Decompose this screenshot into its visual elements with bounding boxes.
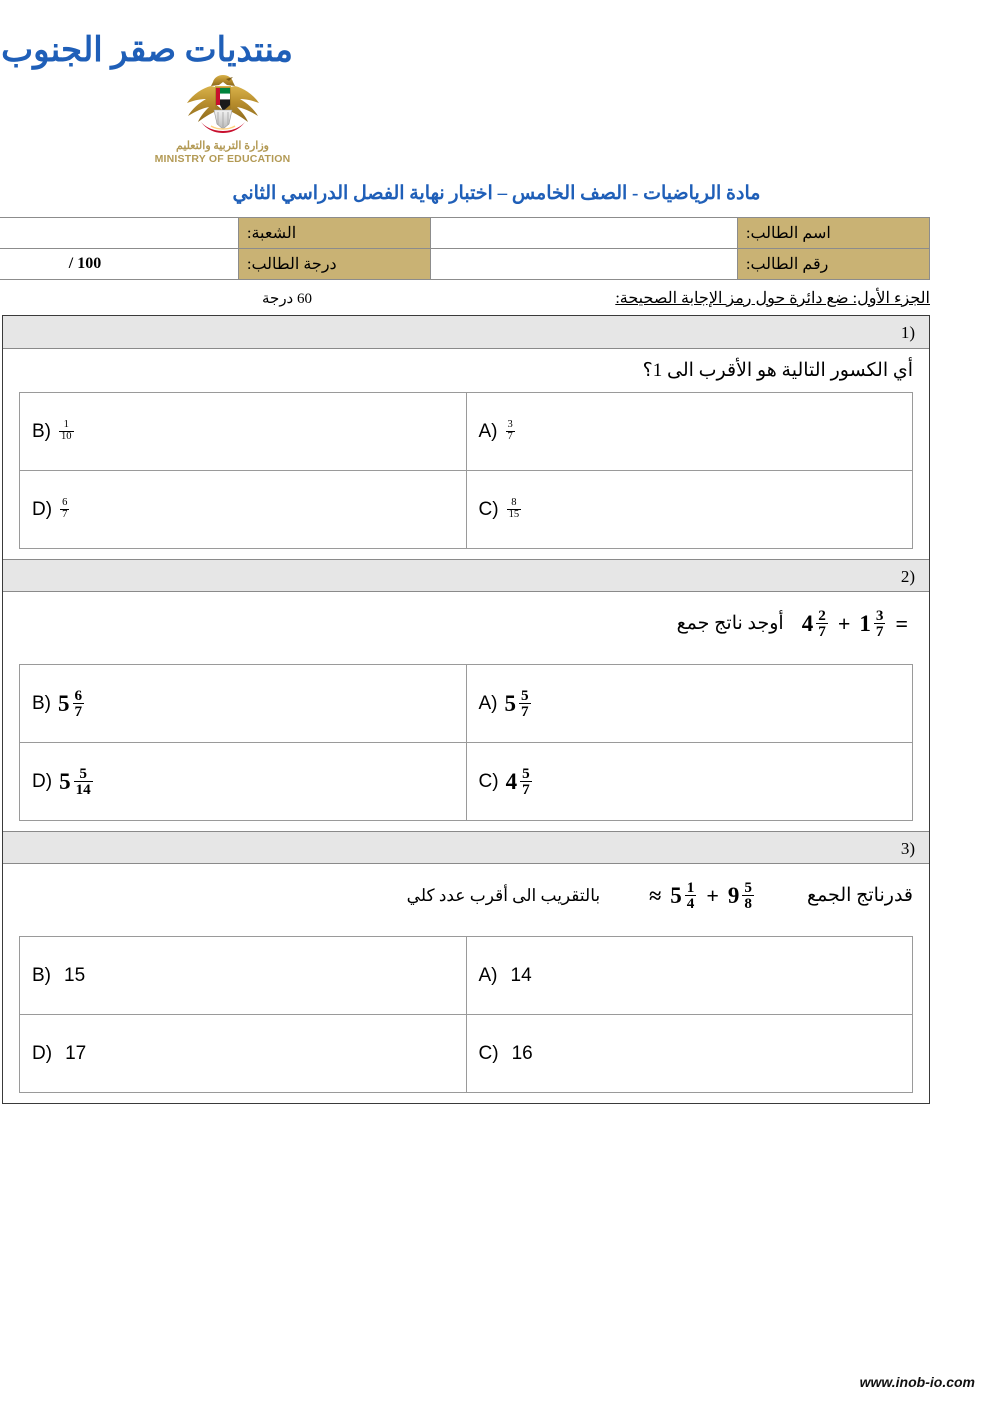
option-mixed-number: 5 $\frac{6}{7}$	[58, 686, 83, 720]
option-value: 17	[65, 1042, 87, 1064]
table-row	[20, 743, 913, 821]
question-2-options	[19, 664, 913, 821]
questions-container	[2, 315, 930, 1104]
question-3-lead-text: قدرناتج الجمع	[806, 885, 913, 907]
option-letter: D)	[32, 1042, 53, 1064]
student-number-field[interactable]	[431, 249, 738, 280]
question-2-expression: 4 $\frac{2}{7}$ + 1 $\frac{3}{7}$ =	[801, 607, 908, 641]
option-3-c[interactable]	[466, 1015, 913, 1093]
option-letter: B)	[32, 692, 51, 714]
option-3-a[interactable]	[466, 937, 913, 1015]
table-row	[20, 1015, 913, 1093]
option-letter: C)	[478, 498, 499, 520]
question-2-prompt	[3, 592, 929, 660]
option-letter: C)	[478, 1042, 499, 1064]
ministry-name-en: MINISTRY OF EDUCATION	[154, 153, 291, 165]
question-2-lead-text: أوجد ناتج جمع	[676, 613, 784, 635]
question-1-number: (1	[3, 316, 929, 349]
option-1-d[interactable]	[20, 471, 467, 549]
question-1-options	[19, 392, 913, 549]
option-2-c[interactable]	[466, 743, 913, 821]
question-3-options	[19, 936, 913, 1093]
question-3-number: (3	[3, 831, 929, 864]
option-2-a[interactable]	[466, 665, 913, 743]
footer-website-url: www.inob-io.com	[859, 1374, 975, 1390]
option-fraction: $\frac{1}{10}$	[61, 419, 72, 442]
table-row	[20, 393, 913, 471]
option-2-b[interactable]	[20, 665, 467, 743]
part-one-marks: 60 درجة	[262, 291, 312, 307]
student-number-label: رقم الطالب:	[738, 249, 930, 280]
question-3-expression: ≈ 5 $\frac{1}{4}$ + 9 $\frac{5}{8}$	[649, 879, 752, 913]
option-fraction: $\frac{6}{7}$	[62, 497, 68, 520]
section-label: الشعبة:	[239, 218, 431, 249]
option-letter: B)	[32, 964, 51, 986]
option-letter: A)	[478, 692, 498, 714]
option-letter: C)	[478, 770, 499, 792]
table-row	[0, 249, 930, 280]
site-watermark: منتديات صقر الجنوب	[1, 32, 293, 69]
ministry-logo-block	[150, 72, 295, 165]
question-3	[3, 831, 929, 1093]
option-2-d[interactable]	[20, 743, 467, 821]
part-one-instruction: الجزء الأول: ضع دائرة حول رمز الإجابة الصحيحة:	[615, 290, 930, 307]
table-row	[20, 471, 913, 549]
part-one-header	[2, 288, 930, 308]
question-1	[3, 316, 929, 549]
option-1-b[interactable]	[20, 393, 467, 471]
question-3-note-text: بالتقريب الى أقرب عدد كلي	[406, 885, 601, 905]
ministry-name-ar: وزارة التربية والتعليم	[176, 140, 269, 152]
option-mixed-number: 5 $\frac{5}{7}$	[504, 686, 529, 720]
student-name-field[interactable]	[431, 218, 738, 249]
option-mixed-number: 5 $\frac{5}{14}$	[59, 764, 91, 798]
option-value: 14	[510, 964, 532, 986]
student-name-label: اسم الطالب:	[738, 218, 930, 249]
question-3-prompt	[3, 864, 929, 932]
table-row	[20, 665, 913, 743]
uae-falcon-emblem-icon	[181, 72, 265, 138]
option-3-b[interactable]	[20, 937, 467, 1015]
table-row	[0, 218, 930, 249]
option-fraction: $\frac{8}{15}$	[508, 497, 520, 520]
option-letter: B)	[32, 420, 51, 442]
option-letter: A)	[478, 964, 498, 986]
student-grade-label: درجة الطالب:	[239, 249, 431, 280]
option-value: 15	[64, 964, 86, 986]
question-1-prompt: أي الكسور التالية هو الأقرب الى 1؟	[642, 360, 913, 381]
question-2-number: (2	[3, 559, 929, 592]
option-1-c[interactable]	[466, 471, 913, 549]
student-info-table	[0, 217, 930, 280]
question-2	[3, 559, 929, 821]
student-grade-field[interactable]: / 100	[0, 249, 239, 280]
option-letter: D)	[32, 770, 53, 792]
table-row	[20, 937, 913, 1015]
page-footer	[0, 1374, 993, 1392]
option-3-d[interactable]	[20, 1015, 467, 1093]
option-fraction: $\frac{3}{7}$	[507, 419, 513, 442]
option-1-a[interactable]	[466, 393, 913, 471]
option-letter: A)	[478, 420, 498, 442]
page-title: مادة الرياضيات - الصف الخامس – اختبار نهاية الفصل الدراسي الثاني	[232, 183, 761, 204]
option-value: 16	[511, 1042, 533, 1064]
option-letter: D)	[32, 498, 53, 520]
option-mixed-number: 4 $\frac{5}{7}$	[505, 764, 530, 798]
section-field[interactable]	[0, 218, 239, 249]
